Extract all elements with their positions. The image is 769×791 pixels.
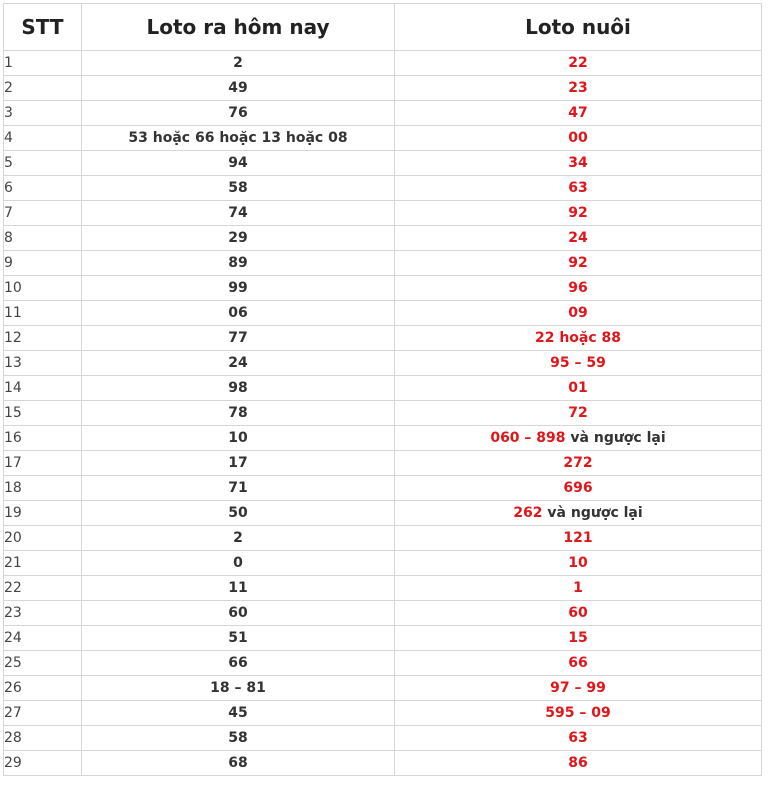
loto-nuoi-segment: 060 – 898: [490, 430, 566, 446]
row-loto-today: 94: [82, 151, 395, 176]
row-loto-nuoi: [395, 476, 762, 501]
loto-nuoi-segment: 01: [568, 380, 588, 396]
row-loto-today: 17: [82, 451, 395, 476]
row-stt: 15: [4, 401, 82, 426]
row-loto-nuoi: [395, 526, 762, 551]
row-loto-nuoi: [395, 751, 762, 776]
table-row: [4, 401, 762, 426]
loto-nuoi-segment: 66: [568, 655, 588, 671]
table-row: [4, 76, 762, 101]
row-loto-today: 58: [82, 726, 395, 751]
table-row: [4, 501, 762, 526]
row-loto-today: 74: [82, 201, 395, 226]
table-row: [4, 476, 762, 501]
row-loto-nuoi: [395, 226, 762, 251]
table-row: [4, 151, 762, 176]
loto-nuoi-segment: và ngược lại: [565, 430, 666, 446]
table-row: [4, 51, 762, 76]
loto-nuoi-segment: 34: [568, 155, 588, 171]
loto-nuoi-segment: 272: [563, 455, 593, 471]
row-stt: 24: [4, 626, 82, 651]
loto-nuoi-segment: 60: [568, 605, 588, 621]
loto-nuoi-segment: 00: [568, 130, 588, 146]
table-row: [4, 351, 762, 376]
row-stt: 11: [4, 301, 82, 326]
row-stt: 4: [4, 126, 82, 151]
table-row: [4, 751, 762, 776]
row-loto-today: 06: [82, 301, 395, 326]
row-loto-nuoi: [395, 51, 762, 76]
row-loto-nuoi: [395, 326, 762, 351]
row-loto-nuoi: [395, 551, 762, 576]
row-loto-nuoi: [395, 351, 762, 376]
row-loto-nuoi: [395, 151, 762, 176]
loto-nuoi-segment: 1: [573, 580, 583, 596]
row-loto-today: 51: [82, 626, 395, 651]
loto-nuoi-segment: 95 – 59: [550, 355, 606, 371]
row-stt: 25: [4, 651, 82, 676]
table-row: [4, 126, 762, 151]
row-loto-today: 77: [82, 326, 395, 351]
row-loto-nuoi: [395, 251, 762, 276]
row-stt: 2: [4, 76, 82, 101]
table-row: [4, 226, 762, 251]
loto-nuoi-segment: 09: [568, 305, 588, 321]
table-row: [4, 451, 762, 476]
row-loto-today: 0: [82, 551, 395, 576]
row-stt: 28: [4, 726, 82, 751]
table-row: [4, 626, 762, 651]
row-stt: 16: [4, 426, 82, 451]
row-loto-nuoi: [395, 101, 762, 126]
row-loto-today: 98: [82, 376, 395, 401]
loto-nuoi-segment: 262: [513, 505, 543, 521]
loto-nuoi-segment: 47: [568, 105, 588, 121]
row-loto-today: 50: [82, 501, 395, 526]
table-row: [4, 676, 762, 701]
row-stt: 21: [4, 551, 82, 576]
row-loto-today: 58: [82, 176, 395, 201]
row-stt: 27: [4, 701, 82, 726]
loto-nuoi-segment: 86: [568, 755, 588, 771]
table-body: [4, 51, 762, 776]
row-loto-nuoi: [395, 701, 762, 726]
row-stt: 17: [4, 451, 82, 476]
row-stt: 9: [4, 251, 82, 276]
row-loto-nuoi: [395, 276, 762, 301]
table-row: [4, 101, 762, 126]
table-row: [4, 276, 762, 301]
loto-nuoi-segment: 92: [568, 205, 588, 221]
loto-table: [3, 3, 762, 776]
row-loto-nuoi: [395, 76, 762, 101]
row-loto-today: 71: [82, 476, 395, 501]
row-loto-today: 2: [82, 51, 395, 76]
row-loto-nuoi: [395, 626, 762, 651]
row-loto-today: 78: [82, 401, 395, 426]
row-stt: 10: [4, 276, 82, 301]
loto-nuoi-segment: 63: [568, 180, 588, 196]
row-stt: 23: [4, 601, 82, 626]
loto-nuoi-segment: 97 – 99: [550, 680, 606, 696]
table-row: [4, 376, 762, 401]
row-loto-today: 10: [82, 426, 395, 451]
row-loto-nuoi: [395, 126, 762, 151]
row-loto-today: 29: [82, 226, 395, 251]
row-loto-today: 76: [82, 101, 395, 126]
row-stt: 3: [4, 101, 82, 126]
table-row: [4, 726, 762, 751]
row-loto-nuoi: [395, 451, 762, 476]
loto-nuoi-segment: 15: [568, 630, 588, 646]
table-row: [4, 701, 762, 726]
row-loto-today: 45: [82, 701, 395, 726]
row-stt: 7: [4, 201, 82, 226]
row-loto-nuoi: [395, 651, 762, 676]
loto-nuoi-segment: 92: [568, 255, 588, 271]
row-stt: 1: [4, 51, 82, 76]
row-loto-nuoi: [395, 726, 762, 751]
header-row: [4, 4, 762, 51]
row-loto-nuoi: [395, 401, 762, 426]
table-row: [4, 251, 762, 276]
row-loto-nuoi: [395, 501, 762, 526]
row-loto-today: 49: [82, 76, 395, 101]
table-row: [4, 176, 762, 201]
loto-nuoi-segment: 121: [563, 530, 593, 546]
table-row: [4, 551, 762, 576]
loto-nuoi-segment: 696: [563, 480, 593, 496]
table-row: [4, 326, 762, 351]
row-stt: 12: [4, 326, 82, 351]
table-row: [4, 651, 762, 676]
row-loto-nuoi: [395, 426, 762, 451]
row-loto-today: 60: [82, 601, 395, 626]
loto-nuoi-segment: 22: [568, 55, 588, 71]
loto-nuoi-segment: 72: [568, 405, 588, 421]
row-loto-today: 53 hoặc 66 hoặc 13 hoặc 08: [82, 126, 395, 151]
loto-nuoi-segment: và ngược lại: [542, 505, 643, 521]
row-stt: 18: [4, 476, 82, 501]
row-loto-today: 89: [82, 251, 395, 276]
row-loto-today: 66: [82, 651, 395, 676]
loto-nuoi-segment: 96: [568, 280, 588, 296]
table-header: [4, 4, 762, 51]
row-stt: 29: [4, 751, 82, 776]
loto-nuoi-segment: 23: [568, 80, 588, 96]
loto-nuoi-segment: 22 hoặc 88: [534, 330, 622, 346]
loto-nuoi-segment: 595 – 09: [545, 705, 611, 721]
row-loto-today: 68: [82, 751, 395, 776]
row-stt: 20: [4, 526, 82, 551]
row-loto-nuoi: [395, 676, 762, 701]
row-loto-nuoi: [395, 601, 762, 626]
row-stt: 19: [4, 501, 82, 526]
row-loto-nuoi: [395, 376, 762, 401]
table-row: [4, 576, 762, 601]
row-loto-nuoi: [395, 301, 762, 326]
header-loto-nuoi: Loto nuôi: [395, 4, 762, 51]
loto-nuoi-segment: 24: [568, 230, 588, 246]
row-loto-today: 11: [82, 576, 395, 601]
row-loto-today: 24: [82, 351, 395, 376]
loto-nuoi-segment: 63: [568, 730, 588, 746]
table-row: [4, 301, 762, 326]
table-row: [4, 601, 762, 626]
row-loto-today: 18 – 81: [82, 676, 395, 701]
header-stt: STT: [4, 4, 82, 51]
row-stt: 8: [4, 226, 82, 251]
row-stt: 5: [4, 151, 82, 176]
row-stt: 26: [4, 676, 82, 701]
table-row: [4, 526, 762, 551]
row-loto-nuoi: [395, 201, 762, 226]
table-row: [4, 201, 762, 226]
row-loto-today: 99: [82, 276, 395, 301]
header-loto-today: Loto ra hôm nay: [82, 4, 395, 51]
row-stt: 22: [4, 576, 82, 601]
row-loto-nuoi: [395, 576, 762, 601]
row-loto-today: 2: [82, 526, 395, 551]
row-stt: 13: [4, 351, 82, 376]
loto-nuoi-segment: 10: [568, 555, 588, 571]
table-row: [4, 426, 762, 451]
row-loto-nuoi: [395, 176, 762, 201]
row-stt: 14: [4, 376, 82, 401]
row-stt: 6: [4, 176, 82, 201]
